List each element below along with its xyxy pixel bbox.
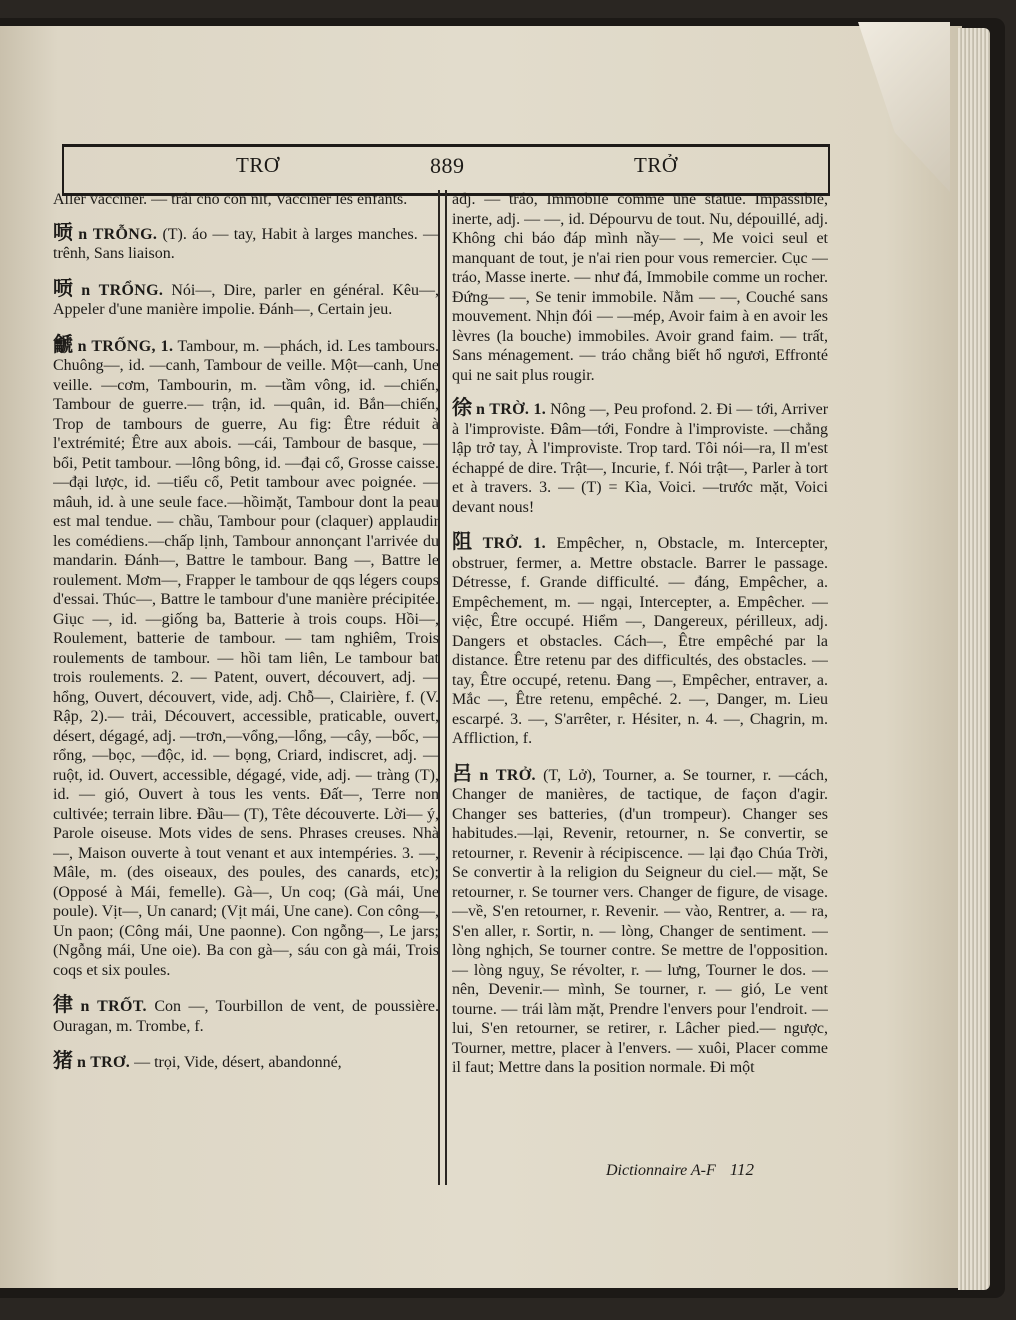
dictionary-entry <box>53 221 439 264</box>
chinese-character: 律 <box>53 994 77 1016</box>
entry-headword: n TRỞ. <box>479 766 536 784</box>
entry-headword: TRỞ. 1. <box>482 535 546 552</box>
dictionary-entry <box>53 996 439 1036</box>
footer-signature-number: 112 <box>729 1160 755 1179</box>
page-edges <box>958 28 990 1290</box>
chinese-character: 徐 <box>452 397 473 419</box>
entry-headword: n TRỖNG. <box>78 225 158 243</box>
dictionary-entry <box>53 333 439 981</box>
page-number: 889 <box>430 153 465 178</box>
entry-headword: n TRỐNG, 1. <box>77 337 174 355</box>
entry-headword: n TRỜ. 1. <box>476 401 547 418</box>
header-left-guide-word: TRƠ <box>236 153 280 177</box>
entry-text: adj. — tráo, Immobile comme une statue. Impassible, inerte, adj. — —, id. Dépourvu de tout. Nu, dépouillé, adj. Không chi báo đáp mình nầy— —, Me voici seul et manquant de tout, je n'ai rien pour vous remercier. Cục — tráo, Masse inerte. — như đá, Immobile comme un rocher. Đứng— —, Se tenir immobile. Nằm — —, Couché sans mouvement. Nhịn đói — —mép, Avoir faim à en avoir les lèvres (la bouche) immobiles. Avoir grand faim. — trất, Sans ménagement. — tráo chẳng biết hổ ngươi, Effronté qui ne sait plus rougir. <box>452 191 828 384</box>
entry-text: Empêcher, n, Obstacle, m. Intercepter, obstruer, fermer, a. Mettre obstacle. Barrer le passage. Détresse, f. Grande difficulté. — đáng, Empêcher, a. Empêchement, m. — ngại, Intercepter, a. Empêcher. — việc, Être occupé. Hiểm —, Dangereux, périlleux, adj. Dangers et obstacles. Cách—, Être empêché par la distance. Être retenu par des difficultés, des obstacles. —tay, Être occupé, retenu. Đang —, Empêcher, entraver, a. Mắc —, Être retenu, empêché. 2. —, Danger, m. Lieu escarpé. 3. —, S'arrêter, r. Hésiter, n. 4. —, Chagrin, m. Affliction, f. <box>452 535 828 747</box>
column-divider <box>438 190 447 1185</box>
entry-text: (T). áo — tay, Habit à larges manches. — trênh, Sans liaison. <box>53 225 439 262</box>
right-column <box>452 190 828 1185</box>
entry-headword: n TRỐT. <box>80 998 147 1015</box>
dictionary-entry <box>53 1052 439 1073</box>
dictionary-entry <box>452 399 828 517</box>
header-right-guide-word: TRỞ <box>634 153 678 177</box>
chinese-character: 猪 <box>53 1050 73 1072</box>
entry-text: Nông —, Peu profond. 2. Đi — tới, Arriver à l'improviste. Đâm—tới, Fondre à l'improviste. —chẳng lập trở tay, À l'improviste. Trop tard. Tôi nói—ra, Il m'est échappé de dire. Trật—, Incurie, f. Nói trật—, Parler à tort et à travers. 3. — (T) = Kìa, Voici. —trước mặt, Voici devant nous! <box>452 401 828 516</box>
chinese-character: 䶵 <box>53 333 74 356</box>
chinese-character: 阻 <box>452 531 479 553</box>
dictionary-entry <box>452 762 828 1078</box>
chinese-character: 唝 <box>53 221 75 244</box>
page-footer <box>606 1160 754 1180</box>
footer-signature-label: Dictionnaire A-F <box>606 1162 716 1179</box>
entry-headword: n TRƠ. <box>77 1054 131 1071</box>
entry-text: Nói—, Dire, parler en général. Kêu—, Appeler d'une manière impolie. Đánh—, Certain jeu. <box>53 281 439 318</box>
dictionary-entry <box>53 277 439 320</box>
entry-text: (T, Lở), Tourner, a. Se tourner, r. —cách, Changer de manières, de tactique, de façon d'agir. Changer ses batteries, (d'un trompeur). Changer ses habitudes.—lại, Revenir, retourner, n. Se convertir, se retourner, r. Revenir à récipiscence. — lại đạo Chúa Trời, Se convertir à la religion du Seigneur du ciel.— mặt, Se retourner, r. Se tourner vers. Changer de figure, de visage.—về, S'en retourner, r. Revenir. — vào, Rentrer, a. — ra, S'en aller, r. Sortir, n. — lòng, Changer de sentiment. — lòng nghịch, Se tourner contre. Se mettre de l'opposition. — lòng nguỵ, Se révolter, r. — lưng, Tourner le dos. — nên, Devenir.— mình, Se tourner, r. — gió, Le vent tourne. — trái làm mặt, Prendre l'envers pour l'endroit. — lui, S'en retourner, se retirer, r. Lâcher pied.— ngược, Tourner, mettre, placer à l'envers. — xuôi, Placer comme il faut; Mettre dans la position normale. Đi một <box>452 766 828 1076</box>
dictionary-entry <box>452 190 828 385</box>
entry-text: Aller vacciner. — trái cho con nít, Vacciner les enfants. <box>53 191 408 208</box>
entry-text: Tambour, m. —phách, id. Les tambours. Chuông—, id. —canh, Tambour de veille. Một—canh, Une veille. —cơm, Tambourin, m. —tầm vông, id. —chiến, Tambour de guerre.— trận, id. —quân, id. Bắn—chiến, Trop de tambours de guerre, Au fig: Être réduit à l'extrémité; Être aux abois. —cái, Tambour de basque, —bổi, Petit tambour. —lông bông, id. —đại cổ, Grosse caisse. —đại lược, id. —tiểu cổ, Petit tambour avec poignée. —mâuh, id. à une seule face.—hồimặt, Tambour dont la peau est mal tendue. — chầu, Tambour pour (claquer) applaudir les comédiens.—chấp lịnh, Tambour annonçant l'arrivée du mandarin. Đánh—, Battre le tambour. Bang —, Battre le roulement. Mơm—, Frapper le tambour de qqs légers coups d'essai. Thúc—, Battre le tambour d'une manière précipitée. Giục —, id. —giống ba, Batterie à trois coups. Hồi—, Roulement, batterie de tambour. — tam nghiêm, Trois roulements de tambour. — hồi tam liên, Le tambour bat trois roulements. 2. — Patent, ouvert, découvert, adj. — hổng, Ouvert, découvert, vide, adj. Chỗ—, Clairière, f. (V. Rập, 2).— trải, Découvert, accessible, praticable, ouvert, désert, dégagé, adj. —trơn,—vổng,—lổng, —cây, —bốc, —rổng, —bọc, —độc, id. — bọng, Criard, indiscret, adj. —ruột, id. Ouvert, accessible, dégagé, vide, adj. — tràng (T), id. — gió, Ouvert à tous les vents. Đất—, Terre non cultivée; terrain libre. Đầu— (T), Tête découverte. Lời— ý, Parole oiseuse. Mots vides de sens. Phrases creuses. Nhà —, Maison ouverte à tout venant et aux intempéries. 3. —, Mâle, m. (des oiseaux, des poules, des canards, etc); (Opposé à Mái, femelle). Gà—, Un coq; (Gà mái, Une poule). Vịt—, Un canard; (Vịt mái, Une cane). Con công—, Un paon; (Công mái, Une paonne). Con ngỗng—, Le jars; (Ngỗng mái, Une oie). Ba con gà—, sáu con gà mái, Trois coqs et six poules. <box>53 337 439 979</box>
entry-text: Con —, Tourbillon de vent, de poussière. Ouragan, m. Trombe, f. <box>53 998 439 1035</box>
left-column <box>53 190 439 1185</box>
dictionary-entry <box>53 190 439 210</box>
entry-text: — trọi, Vide, désert, abandonné, <box>134 1054 342 1071</box>
chinese-character: 呂 <box>452 762 476 785</box>
entry-headword: n TRỔNG. <box>81 281 164 299</box>
chinese-character: 唝 <box>53 277 78 300</box>
page-header <box>62 144 830 196</box>
dictionary-entry <box>452 533 828 749</box>
